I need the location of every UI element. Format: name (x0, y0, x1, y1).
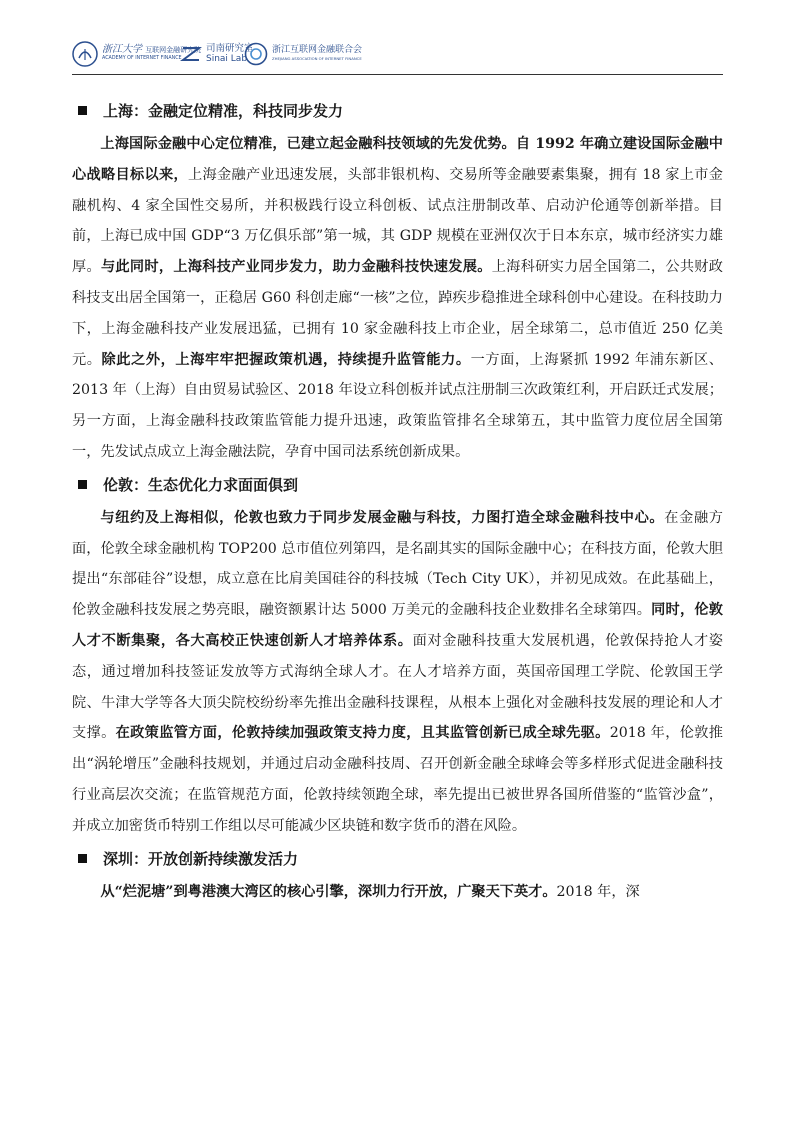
square-bullet-icon (78, 854, 87, 863)
body-text: 上海金融产业迅速发展，头部非银机构、交易所等金融要素集聚，拥有 18 家上市金融机构、4 家全国性交易所，并积极践行设立科创板、试点注册制改革、启动沪伦通等创新举措。目前，上海已成中国 GDP“3 万亿俱乐部”第一城，其 GDP 规模在亚洲仅次于日本东京，城市经济实力雄厚。 (72, 166, 723, 276)
section-heading (72, 848, 723, 869)
bold-text: 在政策监管方面，伦敦持续加强政策支持力度，且其监管创新已成全球先驱。 (115, 725, 610, 742)
section-heading (72, 100, 723, 121)
zaif-logo-subtitle: ZHEJIANG ASSOCIATION OF INTERNET FINANCE (272, 56, 362, 61)
bold-text: 除此之外，上海牢牢把握政策机遇，持续提升监管能力。 (101, 351, 471, 368)
section-shanghai (72, 100, 723, 468)
zju-logo-title: 浙江大学 (102, 44, 142, 55)
zju-logo-subtitle: 互联网金融研究院 (145, 46, 202, 54)
body-text: 面对金融科技重大发展机遇，伦敦保持抢人才姿态，通过增加科技签证发放等方式海纳全球人才。在人才培养方面，英国帝国理工学院、伦敦国王学院、牛津大学等各大顶尖院校纷纷率先推出金融科技课程，从根本上强化对金融科技发展的理论和人才支撑。 (72, 632, 723, 742)
square-bullet-icon (78, 480, 87, 489)
page-header (72, 38, 722, 70)
header-divider (72, 74, 723, 75)
section-title: 伦敦：生态优化力求面面俱到 (103, 475, 299, 494)
association-emblem-icon (244, 42, 268, 66)
square-bullet-icon (78, 106, 87, 115)
university-emblem-icon (72, 41, 98, 67)
sinai-lab-subtitle: Sinai Lab (206, 54, 248, 64)
section-paragraph (72, 129, 723, 468)
bold-text: 从“烂泥塘”到粤港澳大湾区的核心引擎，深圳力行开放，广聚天下英才。 (100, 883, 557, 900)
section-paragraph (72, 877, 723, 908)
sinai-lab-title: 司南研究室 (206, 43, 254, 54)
sinai-lab-logo (180, 38, 254, 70)
zaif-logo-title: 浙江互联网金融联合会 (272, 45, 363, 55)
section-title: 上海：金融定位精准，科技同步发力 (103, 102, 344, 120)
body-text: 2018 年，深 (556, 883, 640, 900)
section-london (72, 474, 723, 842)
body-text: 上海科研实力居全国第二，公共财政科技支出居全国第一，正稳居 G60 科创走廊“一核”之位，踔疾步稳推进全球科创中心建设。在科技助力下，上海金融科技产业发展迅猛，已拥有 10 家金融科技上市企业，居全球第二，总市值近 250 亿美元。 (72, 259, 723, 368)
section-shenzhen (72, 848, 723, 908)
bold-text: 上海国际金融中心定位精准，已建立起金融科技领域的先发优势。自 1992 年确立建设国际金融中心战略目标以来， (72, 136, 723, 183)
section-heading (72, 474, 723, 495)
body-text: 在金融方面，伦敦全球金融机构 TOP200 总市值位列第四，是名副其实的国际金融中心；在科技方面，伦敦大胆提出“东部硅谷”设想，成立意在比肩美国硅谷的科技城（Tech City UK），并初见成效。在此基础上，伦敦金融科技发展之势亮眼，融资额累计达 5000 万美元的金融科技企业数排名全球第四。 (72, 509, 723, 619)
article-body (72, 100, 723, 913)
bold-text: 同时，伦敦人才不断集聚，各大高校正快速创新人才培养体系。 (72, 602, 723, 649)
body-text: 一方面，上海紧抓 1992 年浦东新区、2013 年（上海）自由贸易试验区、2018 年设立科创板并试点注册制三次政策红利，开启跃迁式发展；另一方面，上海金融科技政策监管能力提升迅速，政策监管排名全球第五，其中监管力度位居全国第一，先发试点成立上海金融法院，孕育中国司法系统创新成果。 (72, 351, 723, 460)
zaif-logo (244, 38, 362, 70)
bold-text: 与纽约及上海相似，伦敦也致力于同步发展金融与科技，力图打造全球金融科技中心。 (100, 509, 665, 526)
section-title: 深圳：开放创新持续激发活力 (103, 849, 299, 868)
body-text: 2018 年，伦敦推出“涡轮增压”金融科技规划，并通过启动金融科技周、召开创新金融全球峰会等多样形式促进金融科技行业高层次交流；在监管规范方面，伦敦持续领跑全球，率先提出已被世界各国所借鉴的“监管沙盒”，并成立加密货币特别工作组以尽可能减少区块链和数字货币的潜在风险。 (72, 725, 723, 834)
sinai-lab-icon (180, 43, 202, 65)
zju-logo-tag: ACADEMY OF INTERNET FINANCE (102, 56, 182, 61)
bold-text: 与此同时，上海科技产业同步发力，助力金融科技快速发展。 (100, 259, 492, 276)
section-paragraph (72, 503, 723, 842)
